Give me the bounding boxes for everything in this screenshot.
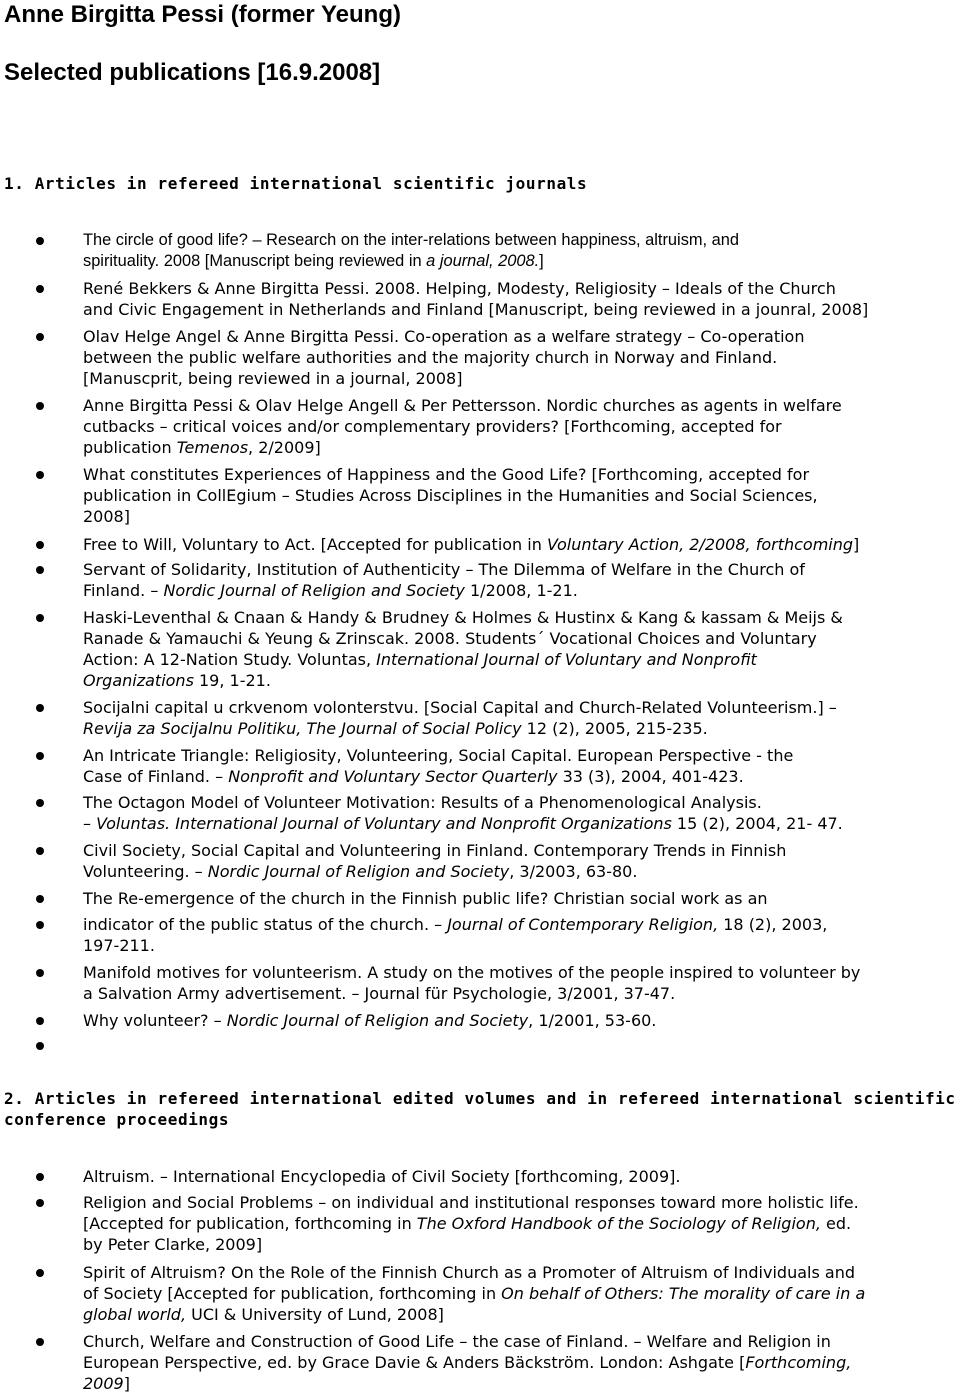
publication-title-italic: Voluntas. International Journal of Voluntary and Nonprofit Organizations xyxy=(96,814,672,833)
publication-entry xyxy=(83,888,960,909)
publication-text: , 1/2001, 53-60. xyxy=(528,1011,657,1030)
publication-text: 18 (2), 2003, 197-211. xyxy=(83,915,828,955)
publication-text: ] xyxy=(853,535,860,554)
publication-entry xyxy=(83,914,960,956)
publication-entry xyxy=(83,1010,960,1031)
bullet-icon xyxy=(36,1199,44,1207)
publication-text: indicator of the public status of the church. – xyxy=(83,915,448,934)
section-2-heading: 2. Articles in refereed international edited volumes and in refereed international scientific xyxy=(4,1089,956,1108)
bullet-icon xyxy=(36,921,44,929)
publication-entry xyxy=(83,840,960,882)
publication-entry xyxy=(83,607,960,691)
publication-text: Spirit of Altruism? On the Role of the Finnish Church as a Promoter of Altruism of Individuals and of Society [Accepted for publication, forthcoming in xyxy=(83,1263,855,1303)
bullet-icon xyxy=(36,1042,44,1050)
publication-entry xyxy=(83,534,960,555)
bullet-icon xyxy=(36,614,44,622)
publication-text: Socijalni capital u crkvenom volonterstvu. [Social Capital and Church-Related Volunteerism.] – xyxy=(83,698,837,717)
publication-entry xyxy=(83,1331,960,1394)
publication-text: 19, 1-21. xyxy=(193,671,271,690)
publication-title-italic: Nonprofit and Voluntary Sector Quarterly xyxy=(228,767,558,786)
publication-entry xyxy=(83,792,960,834)
publication-text: Civil Society, Social Capital and Volunteering in Finland. Contemporary Trends in Finnish Volunteering. – xyxy=(83,841,787,881)
publication-text: , 2/2009] xyxy=(248,438,321,457)
publication-entry xyxy=(83,1166,960,1187)
publication-text: , 3/2003, 63-80. xyxy=(509,862,638,881)
publication-entry xyxy=(83,230,960,272)
bullet-icon xyxy=(36,799,44,807)
publication-text: An Intricate Triangle: Religiosity, Volunteering, Social Capital. European Perspective - the Case of Finland. – xyxy=(83,746,794,786)
publication-title-italic: International Journal of Voluntary and Nonprofit Organizations xyxy=(83,650,757,690)
bullet-icon xyxy=(36,1017,44,1025)
publication-text: 1/2008, 1-21. xyxy=(464,581,578,600)
publication-entry xyxy=(83,278,960,320)
publication-title-italic: Journal of Contemporary Religion, xyxy=(447,915,719,934)
bullet-icon xyxy=(36,402,44,410)
bullet-icon xyxy=(36,1173,44,1181)
bullet-icon xyxy=(36,237,44,245)
bullet-icon xyxy=(36,969,44,977)
publication-title-italic: Temenos xyxy=(176,438,249,457)
publication-entry xyxy=(83,1192,960,1255)
bullet-icon xyxy=(36,541,44,549)
bullet-icon xyxy=(36,1269,44,1277)
publication-entry xyxy=(83,962,960,1004)
publication-text: ] xyxy=(539,252,544,270)
publication-text: ed. by Peter Clarke, 2009] xyxy=(83,1214,852,1254)
publication-text: Free to Will, Voluntary to Act. [Accepted for publication in xyxy=(83,535,547,554)
publication-title-italic: a journal, 2008. xyxy=(426,252,540,270)
publication-text: The circle of good life? – Research on the inter-relations between happiness, altruism, and spirituality. 2008 [Manuscript being reviewed in xyxy=(83,231,739,270)
publication-entry xyxy=(83,326,960,389)
publication-title-italic: Nordic Journal of Religion and Society xyxy=(163,581,465,600)
publication-entry xyxy=(83,1262,960,1325)
publication-title-italic: Nordic Journal of Religion and Society xyxy=(226,1011,529,1030)
bullet-icon xyxy=(36,471,44,479)
bullet-icon xyxy=(36,752,44,760)
publication-text: Why volunteer? – xyxy=(83,1011,227,1030)
publication-text: 33 (3), 2004, 401-423. xyxy=(557,767,744,786)
publication-text: René Bekkers & Anne Birgitta Pessi. 2008. Helping, Modesty, Religiosity – Ideals of the Church and Civic Engagement in Netherlands and Finland [Manuscript, being reviewed in a jounral, 2008] xyxy=(83,279,869,319)
bullet-icon xyxy=(36,1338,44,1346)
publication-text: 15 (2), 2004, 21- 47. xyxy=(671,814,843,833)
publication-title-italic: Nordic Journal of Religion and Society xyxy=(207,862,510,881)
page-subtitle: Selected publications [16.9.2008] xyxy=(4,59,381,86)
publication-entry xyxy=(83,395,960,458)
publication-text: The Re-emergence of the church in the Finnish public life? Christian social work as an xyxy=(83,889,768,908)
publication-title-italic: Voluntary Action, 2/2008, forthcoming xyxy=(546,535,854,554)
publication-entry xyxy=(83,697,960,739)
publication-title-italic: The Oxford Handbook of the Sociology of Religion, xyxy=(416,1214,821,1233)
page-title: Anne Birgitta Pessi (former Yeung) xyxy=(4,1,401,28)
bullet-icon xyxy=(36,566,44,574)
bullet-icon xyxy=(36,704,44,712)
publication-entry xyxy=(83,745,960,787)
publication-text: 12 (2), 2005, 215-235. xyxy=(521,719,708,738)
section-1-heading: 1. Articles in refereed international scientific journals xyxy=(4,174,588,193)
publication-text: Church, Welfare and Construction of Good Life – the case of Finland. – Welfare and Religion in European Perspective, ed. by Grace Davie & Anders Bäckström. London: Ashgate [ xyxy=(83,1332,831,1372)
publication-text: UCI & University of Lund, 2008] xyxy=(186,1305,444,1324)
publication-text: Anne Birgitta Pessi & Olav Helge Angell & Per Pettersson. Nordic churches as agents in welfare cutbacks – critical voices and/or complementary providers? [Forthcoming, accepted for publication xyxy=(83,396,842,457)
publication-entry xyxy=(83,464,960,527)
bullet-icon xyxy=(36,895,44,903)
publication-text: Religion and Social Problems – on individual and institutional responses toward more holistic life. [Accepted for publication, forthcoming in xyxy=(83,1193,859,1233)
bullet-icon xyxy=(36,847,44,855)
publication-text: The Octagon Model of Volunteer Motivation: Results of a Phenomenological Analysis. – xyxy=(83,793,762,833)
publication-title-italic: On behalf of Others: The morality of care in a global world, xyxy=(83,1284,866,1324)
publication-text: Altruism. – International Encyclopedia of Civil Society [forthcoming, 2009]. xyxy=(83,1167,681,1186)
publication-text: What constitutes Experiences of Happiness and the Good Life? [Forthcoming, accepted for publication in CollEgium – Studies Across Disciplines in the Humanities and Social Sciences, 2008] xyxy=(83,465,818,526)
section-2-heading-continued: conference proceedings xyxy=(4,1110,230,1129)
publication-title-italic: Revija za Socijalnu Politiku, The Journal of Social Policy xyxy=(83,719,522,738)
bullet-icon xyxy=(36,333,44,341)
publication-text: Haski-Leventhal & Cnaan & Handy & Brudney & Holmes & Hustinx & Kang & kassam & Meijs & Ranade & Yamauchi & Yeung & Zrinscak. 2008. Students´ Vocational Choices and Voluntary Action: A 12-Nation Study. Voluntas, xyxy=(83,608,843,669)
publication-entry xyxy=(83,559,960,601)
publication-text: Olav Helge Angel & Anne Birgitta Pessi. Co-operation as a welfare strategy – Co-operation between the public welfare authorities and the majority church in Norway and Finland. [Manuscprit, being reviewed in a journal, 2008] xyxy=(83,327,805,388)
publication-text: Servant of Solidarity, Institution of Authenticity – The Dilemma of Welfare in the Church of Finland. – xyxy=(83,560,805,600)
bullet-icon xyxy=(36,285,44,293)
publication-title-italic: Forthcoming, 2009 xyxy=(83,1353,852,1393)
publication-text: ] xyxy=(123,1374,130,1393)
publication-text: Manifold motives for volunteerism. A study on the motives of the people inspired to volunteer by a Salvation Army advertisement. – Journal für Psychologie, 3/2001, 37-47. xyxy=(83,963,861,1003)
